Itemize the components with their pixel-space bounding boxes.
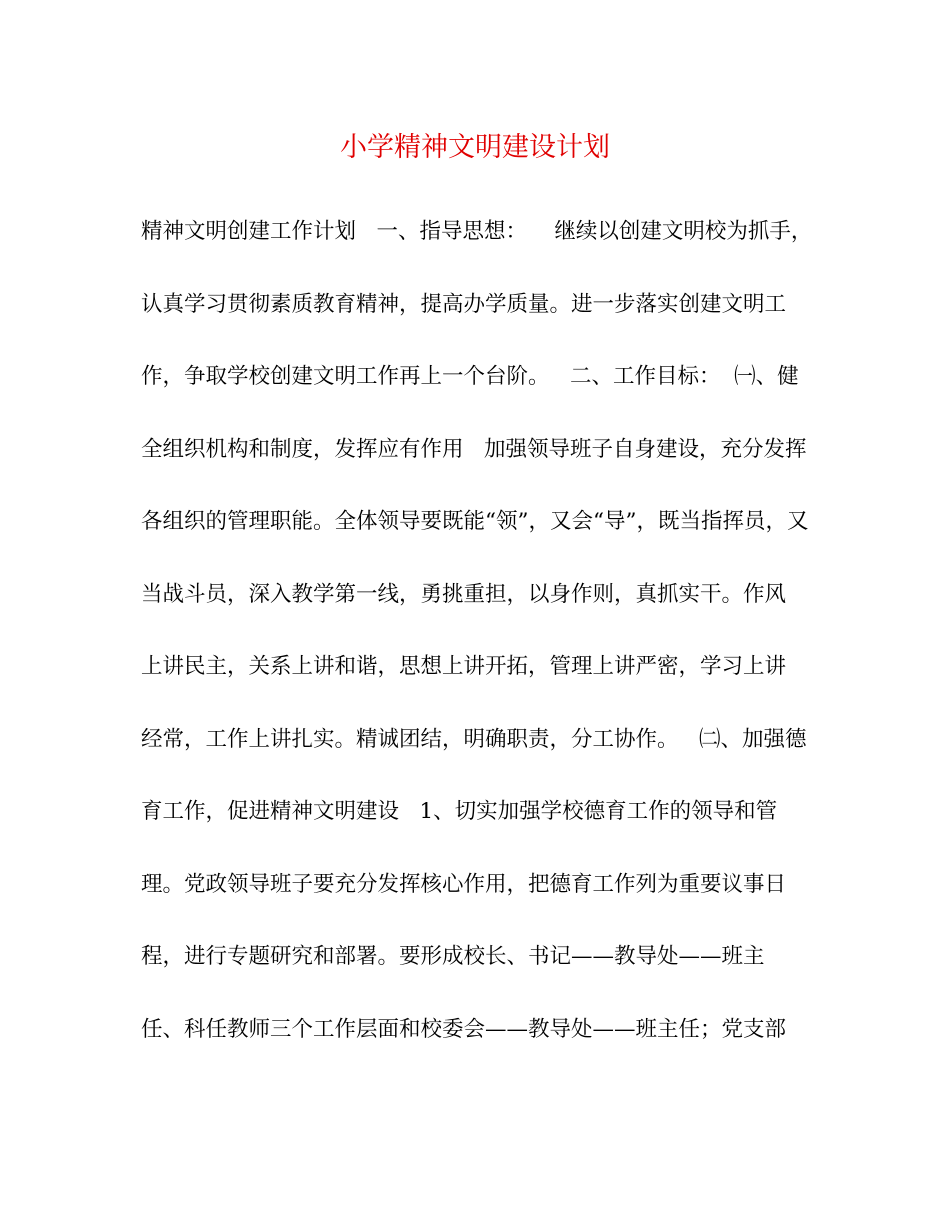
body-line-4: 全组织机构和制度，发挥应有作用 加强领导班子自身建设，充分发挥 (141, 436, 807, 462)
body-line-12: 任、科任教师三个工作层面和校委会——教导处——班主任；党支部 (141, 1016, 787, 1042)
document-body (141, 212, 821, 1082)
body-line-10: 理。党政领导班子要充分发挥核心作用，把德育工作列为重要议事日 (141, 871, 787, 897)
document-title: 小学精神文明建设计划 (340, 132, 610, 163)
body-line-9: 育工作，促进精神文明建设 1、切实加强学校德育工作的领导和管 (141, 799, 778, 824)
body-line-1: 精神文明创建工作计划 一、指导思想： 继续以创建文明校为抓手， (141, 219, 813, 244)
body-line-8: 经常，工作上讲扎实。精诚团结，明确职责，分工协作。 ㈡、加强德 (141, 726, 807, 752)
body-line-3: 作，争取学校创建文明工作再上一个台阶。 二、工作目标： ㈠、健 (141, 364, 799, 389)
body-line-11: 程，进行专题研究和部署。要形成校长、书记——教导处——班主 (141, 944, 765, 969)
body-line-2: 认真学习贯彻素质教育精神，提高办学质量。进一步落实创建文明工 (141, 291, 787, 317)
body-line-6: 当战斗员，深入教学第一线，勇挑重担，以身作则，真抓实干。作风 (141, 581, 787, 607)
body-line-7: 上讲民主，关系上讲和谐，思想上讲开拓，管理上讲严密，学习上讲 (141, 654, 787, 679)
body-line-5: 各组织的管理职能。全体领导要既能“领”，又会“导”，既当指挥员，又 (141, 509, 809, 534)
